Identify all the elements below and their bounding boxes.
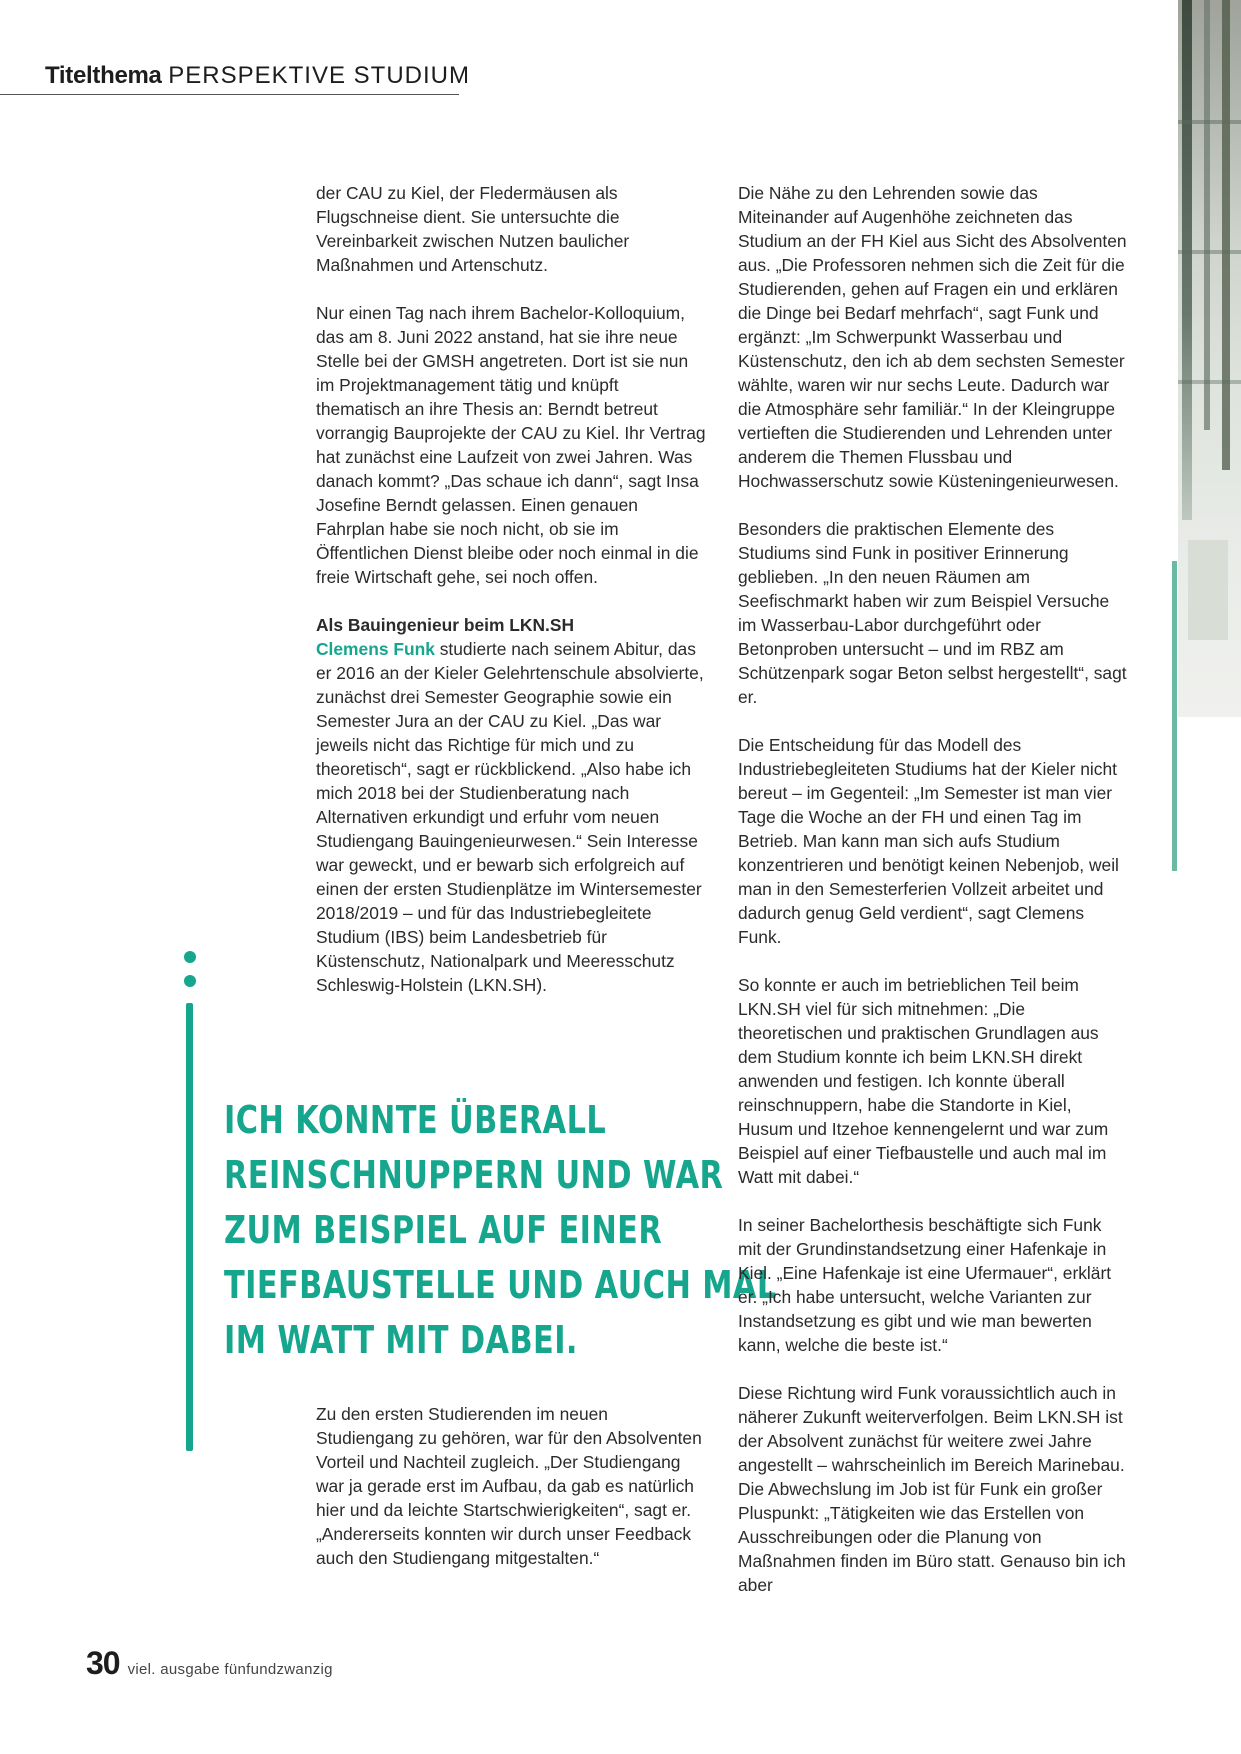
pull-quote-line: TIEFBAUSTELLE UND AUCH MAL [224, 1263, 777, 1307]
paragraph: der CAU zu Kiel, der Fledermäusen als Flugschneise dient. Sie untersuchte die Vereinbarkeit zwischen Nutzen baulicher Maßnahmen und Artenschutz. [316, 183, 630, 275]
header-rule [0, 94, 459, 95]
person-name: Clemens Funk [316, 639, 435, 659]
quote-bar [186, 1003, 193, 1451]
page-footer [86, 1645, 333, 1682]
header-section: Titelthema [45, 62, 162, 89]
pull-quote [224, 1093, 777, 1368]
page-number: 30 [86, 1645, 120, 1681]
quote-dot [184, 951, 196, 963]
header-title: PERSPEKTIVE STUDIUM [168, 62, 470, 89]
paragraph-text: studierte nach seinem Abitur, das er 2016 an der Kieler Gelehrtenschule absolvierte, zunächst drei Semester Geographie sowie ein Semester Jura an der CAU zu Kiel. „Das war jeweils nicht das Richtige für mich und zu theoretisch“, sagt er rückblickend. „Also habe ich mich 2018 bei der Studienberatung nach Alternativen erkundigt und erfuhr vom neuen Studiengang Bauingenieurwesen.“ Sein Interesse war geweckt, und er bewarb sich erfolgreich auf einen der ersten Studienplätze im Wintersemester 2018/2019 – und für das Industriebegleitete Studium (IBS) beim Landesbetrieb für Küstenschutz, Nationalpark und Meeresschutz Schleswig-Holstein (LKN.SH). [316, 639, 704, 995]
running-header [45, 62, 470, 90]
paragraph: Nur einen Tag nach ihrem Bachelor-Kolloquium, das am 8. Juni 2022 anstand, hat sie ihre neue Stelle bei der GMSH angetreten. Dort ist sie nun im Projektmanagement tätig und knüpft thematisch an ihre Thesis an: Berndt betreut vorrangig Bauprojekte der CAU zu Kiel. Ihr Vertrag hat zunächst eine Laufzeit von zwei Jahren. Was danach kommt? „Das schaue ich dann“, sagt Insa Josefine Berndt gelassen. Einen genauen Fahrplan habe sie noch nicht, ob sie im Öffentlichen Dienst bleibe oder noch einmal in die freie Wirtschaft gehe, sei noch offen. [316, 303, 706, 587]
accent-side-bar [1172, 561, 1177, 871]
paragraph: Die Nähe zu den Lehrenden sowie das Miteinander auf Augenhöhe zeichneten das Studium an der FH Kiel aus Sicht des Absolventen aus. „Die Professoren nehmen sich die Zeit für die Studierenden, gehen auf Fragen ein und erklären die Dinge bei Bedarf mehrfach“, sagt Funk und ergänzt: „Im Schwerpunkt Wasserbau und Küstenschutz, den ich ab dem sechsten Semester wählte, waren wir nur sechs Leute. Dadurch war die Atmosphäre sehr familiär.“ In der Kleingruppe vertieften die Studierenden und Lehrenden unter anderem die Themen Flussbau und Hochwasserschutz sowie Küsteningenieurwesen. [738, 183, 1127, 491]
paragraph: So konnte er auch im betrieblichen Teil beim LKN.SH viel für sich mitnehmen: „Die theoretischen und praktischen Grundlagen aus dem Studium konnte ich beim LKN.SH direkt anwenden und festigen. Ich konnte überall reinschnuppern, habe die Standorte in Kiel, Husum und Itzehoe kennengelernt und war zum Beispiel auf einer Tiefbaustelle und auch mal im Watt mit dabei.“ [738, 975, 1109, 1187]
pull-quote-line: ICH KONNTE ÜBERALL [224, 1098, 607, 1142]
subheading: Als Bauingenieur beim LKN.SH [316, 615, 574, 635]
quote-dot [184, 975, 196, 987]
paragraph: In seiner Bachelorthesis beschäftigte sich Funk mit der Grundinstandsetzung einer Hafenkaje in Kiel. „Eine Hafenkaje ist eine Ufermauer“, erklärt er. „Ich habe untersucht, welche Varianten zur Instandsetzung es gibt und wie man bewerten kann, welche die beste ist.“ [738, 1215, 1112, 1355]
paragraph: Diese Richtung wird Funk voraussichtlich auch in näherer Zukunft weiterverfolgen. Beim LKN.SH ist der Absolvent zunächst für weitere zwei Jahre angestellt – wahrscheinlich im Bereich Marinebau. Die Abwechslung im Job ist für Funk ein großer Pluspunkt: „Tätigkeiten wie das Erstellen von Ausschreibungen oder die Planung von Maßnahmen finden im Büro statt. Genauso bin ich aber [738, 1383, 1126, 1595]
publication-name: viel. ausgabe fünfundzwanzig [127, 1661, 333, 1678]
paragraph [316, 613, 706, 997]
paragraph: Die Entscheidung für das Modell des Industriebegleiteten Studiums hat der Kieler nicht bereut – im Gegenteil: „Im Semester ist man vier Tage die Woche an der FH und einen Tag im Betrieb. Man kann man sich aufs Studium konzentrieren und benötigt keinen Nebenjob, weil man in den Semesterferien Vollzeit arbeitet und dadurch genug Geld verdient“, sagt Clemens Funk. [738, 735, 1119, 947]
article-column-right [738, 181, 1128, 1597]
article-column-left [316, 181, 706, 997]
article-column-left-lower [316, 1402, 706, 1570]
pull-quote-line: REINSCHNUPPERN UND WAR [224, 1153, 724, 1197]
pull-quote-line: ZUM BEISPIEL AUF EINER [224, 1208, 663, 1252]
pull-quote-line: IM WATT MIT DABEI. [224, 1318, 578, 1362]
paragraph: Besonders die praktischen Elemente des Studiums sind Funk in positiver Erinnerung geblieben. „In den neuen Räumen am Seefischmarkt haben wir zum Beispiel Versuche im Wasserbau-Labor durchgeführt oder Betonproben untersucht – und im RBZ am Schützenpark sogar Beton selbst hergestellt“, sagt er. [738, 519, 1127, 707]
paragraph: Zu den ersten Studierenden im neuen Studiengang zu gehören, war für den Absolventen Vorteil und Nachteil zugleich. „Der Studiengang war ja gerade erst im Aufbau, da gab es natürlich hier und da leichte Startschwierigkeiten“, sagt er. „Andererseits konnten wir durch unser Feedback auch den Studiengang mitgestalten.“ [316, 1404, 702, 1568]
edge-photo [1178, 0, 1241, 717]
